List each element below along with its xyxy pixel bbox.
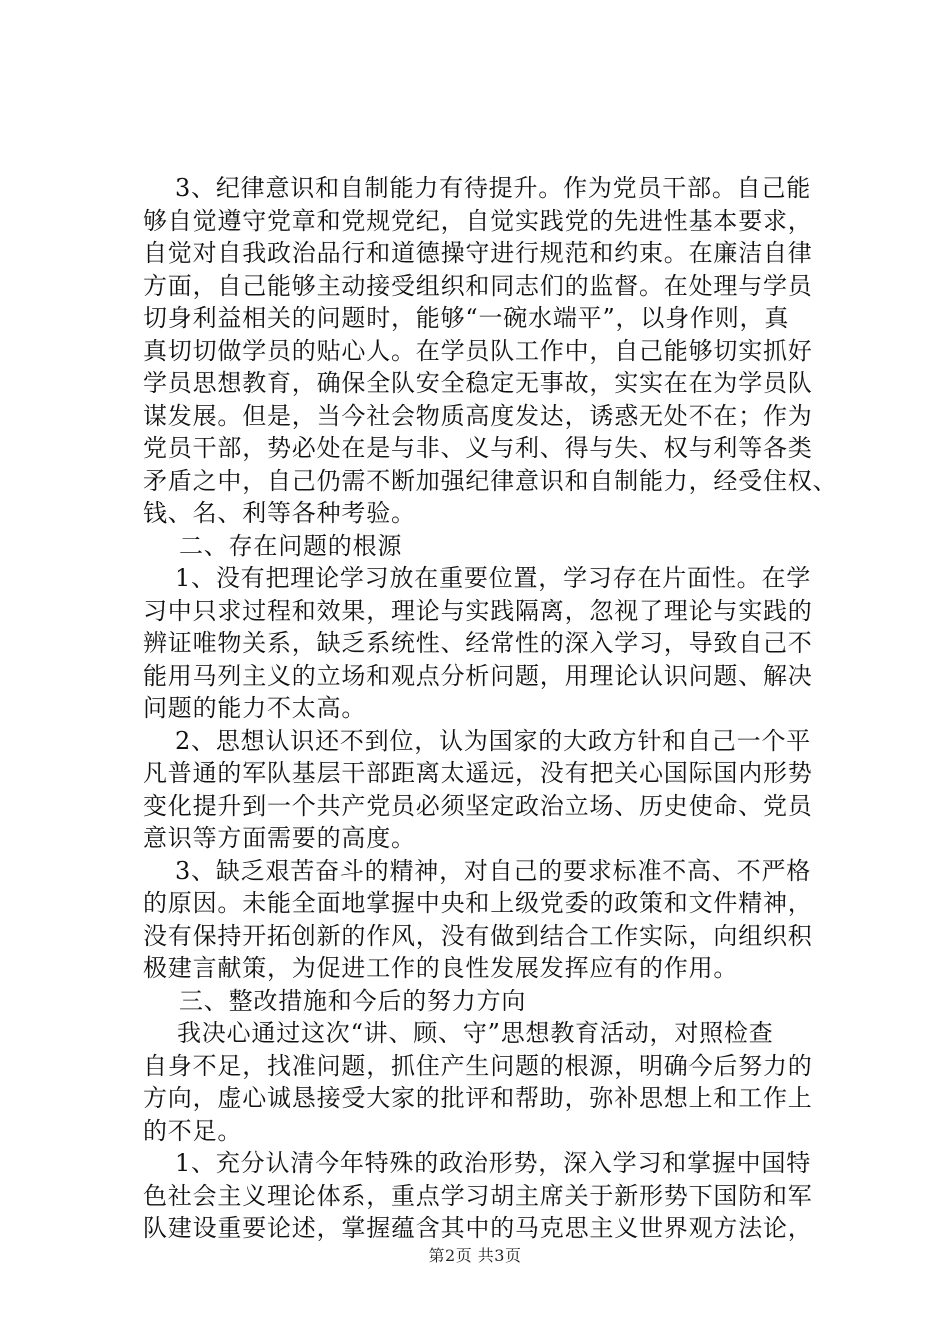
paragraph-line: 方向，虚心诚恳接受大家的批评和帮助，弥补思想上和工作上 xyxy=(143,1084,813,1112)
paragraph-line: 1、充分认清今年特殊的政治形势，深入学习和掌握中国特 xyxy=(175,1149,812,1177)
paragraph-line: 学员思想教育，确保全队安全稳定无事故，实实在在为学员队 xyxy=(143,369,813,397)
paragraph-line: 3、纪律意识和自制能力有待提升。作为党员干部。自己能 xyxy=(175,174,812,202)
paragraph-line: 意识等方面需要的高度。 xyxy=(143,824,416,852)
paragraph-line: 矛盾之中，自己仍需不断加强纪律意识和自制能力，经受住权、 xyxy=(143,466,838,495)
paragraph-line: 的原因。未能全面地掌握中央和上级党委的政策和文件精神， xyxy=(143,889,813,917)
paragraph-line: 极建言献策，为促进工作的良性发展发挥应有的作用。 xyxy=(143,954,739,982)
paragraph-line: 切身利益相关的问题时，能够“一碗水端平”，以身作则，真 xyxy=(143,304,790,332)
paragraph-line: 够自觉遵守党章和党规党纪，自觉实践党的先进性基本要求， xyxy=(143,206,813,235)
paragraph-line: 1、没有把理论学习放在重要位置，学习存在片面性。在学 xyxy=(175,564,812,592)
paragraph-line: 能用马列主义的立场和观点分析问题，用理论认识问题、解决 xyxy=(143,661,813,690)
paragraph-line: 方面，自己能够主动接受组织和同志们的监督。在处理与学员 xyxy=(143,271,813,300)
paragraph-line: 自身不足，找准问题，抓住产生问题的根源，明确今后努力的 xyxy=(143,1051,813,1080)
paragraph-line: 问题的能力不太高。 xyxy=(143,694,367,722)
paragraph-line: 2、思想认识还不到位，认为国家的大政方针和自己一个平 xyxy=(175,726,812,755)
paragraph-line: 党员干部，势必处在是与非、义与利、得与失、权与利等各类 xyxy=(143,434,813,462)
paragraph-line: 钱、名、利等各种考验。 xyxy=(143,499,416,527)
paragraph-line: 自觉对自我政治品行和道德操守进行规范和约束。在廉洁自律 xyxy=(143,239,813,267)
paragraph-line: 色社会主义理论体系，重点学习胡主席关于新形势下国防和军 xyxy=(143,1181,813,1210)
paragraph-line: 习中只求过程和效果，理论与实践隔离，忽视了理论与实践的 xyxy=(143,596,813,625)
paragraph-line: 我决心通过这次“讲、顾、守”思想教育活动，对照检查 xyxy=(177,1019,774,1047)
paragraph-line: 变化提升到一个共产党员必须坚定政治立场、历史使命、党员 xyxy=(143,791,813,820)
section-heading: 三、整改措施和今后的努力方向 xyxy=(179,986,527,1015)
paragraph-line: 队建设重要论述，掌握蕴含其中的马克思主义世界观方法论， xyxy=(143,1214,813,1242)
page-number-footer: 第2页 共3页 xyxy=(428,1246,522,1265)
section-heading: 二、存在问题的根源 xyxy=(179,531,403,560)
paragraph-line: 真切切做学员的贴心人。在学员队工作中，自己能够切实抓好 xyxy=(143,336,813,365)
paragraph-line: 的不足。 xyxy=(143,1116,243,1145)
document-body xyxy=(143,172,843,1245)
paragraph-line: 谋发展。但是，当今社会物质高度发达，诱惑无处不在；作为 xyxy=(143,401,813,430)
paragraph-line: 3、缺乏艰苦奋斗的精神，对自己的要求标准不高、不严格 xyxy=(175,856,812,885)
paragraph-line: 没有保持开拓创新的作风，没有做到结合工作实际，向组织积 xyxy=(143,921,813,950)
paragraph-line: 辨证唯物关系，缺乏系统性、经常性的深入学习，导致自己不 xyxy=(143,629,813,657)
paragraph-line: 凡普通的军队基层干部距离太遥远，没有把关心国际国内形势 xyxy=(143,759,813,787)
